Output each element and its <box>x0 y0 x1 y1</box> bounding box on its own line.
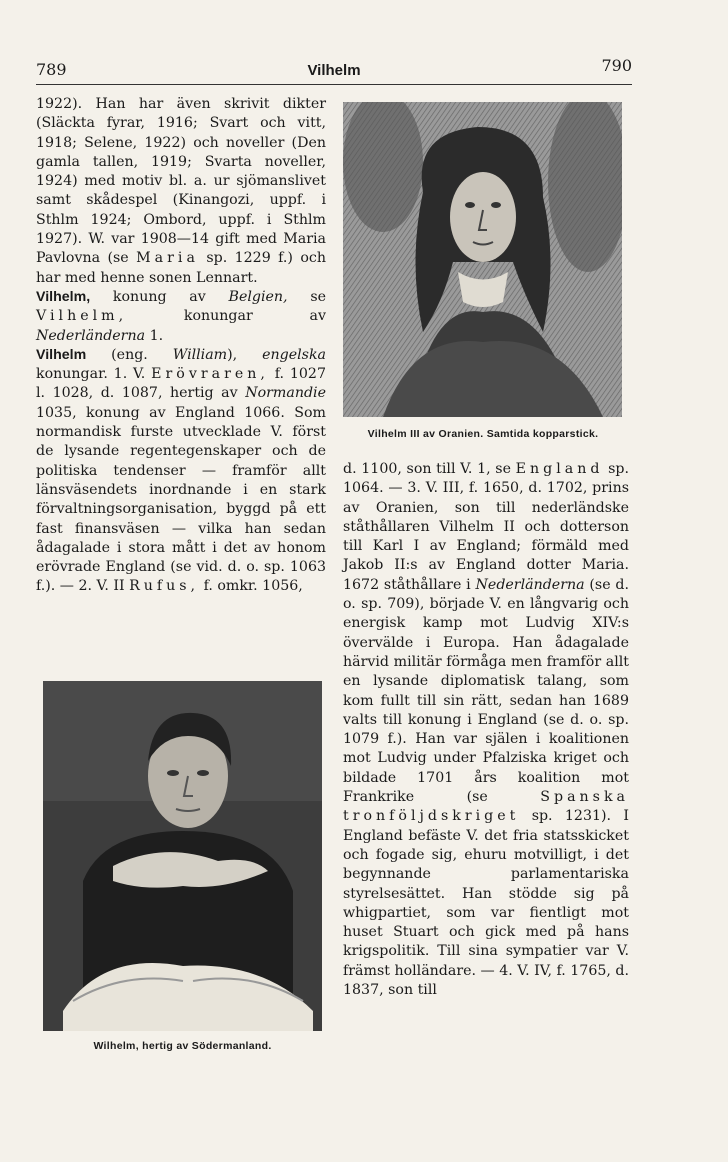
entry-vilhelm-belgien: Vilhelm, konung av Belgien, se Vilhelm, konungar av Nederländerna 1. <box>36 288 326 344</box>
portrait-vilhelm-iii-image <box>343 102 622 417</box>
photograph-illustration <box>43 681 322 1031</box>
portrait-wilhelm-sodermanland-image <box>43 681 322 1031</box>
left-column <box>36 95 326 597</box>
entry-vilhelm-england: Vilhelm (eng. William), engelska konungar. 1. V. Erövraren, f. 1027 l. 1028, d. 1087, hertig av Normandie 1035, konung av England 1066. Som normandisk furste utvecklade V. först de lysande regentegenskaper och de politiska tendenser — framför allt länsväsendets inordnande i en stark förvaltningsorganisation, byggd på ett fast finansväsen — vilka han sedan ådagalade i stora mått i det av honom erövrade England (se vid. d. o. sp. 1063 f.). — 2. V. II Rufus, f. omkr. 1056, <box>36 346 326 595</box>
entry-headword: Vilhelm <box>36 346 87 363</box>
running-title: Vilhelm <box>307 62 361 79</box>
figure-caption: Wilhelm, hertig av Södermanland. <box>93 1040 272 1052</box>
page-number-right: 790 <box>601 56 632 75</box>
entry-continuation: d. 1100, son till V. 1, se England sp. 1064. — 3. V. III, f. 1650, d. 1702, prins av Oranien, son till nederländske ståthållaren Vilhelm II och dotterson till Karl I av England; förmäld med Jakob II:s av England dotter Maria. 1672 ståthållare i Nederländerna (se d. o. sp. 709), började V. en långvarig och energisk kamp mot Ludvig XIV:s övervälde i Europa. Han ådagalade härvid militär förmåga men framför allt en lysande diplomatisk talang, som kom fullt till sin rätt, sedan han 1689 valts till konung i England (se d. o. sp. 1079 f.). Han var själen i koalitionen mot Ludvig under Pfalziska kriget och bildade 1701 års koalition mot Frankrike (se Spanska tronföljdskriget sp. 1231). I England befäste V. det fria statsskicket och fogade sig, ehuru motvilligt, i det begynnande parlamentariska styrelsesättet. Han stödde sig på whigpartiet, som var fientligt mot huset Stuart och gick med på hans krigspolitik. Till sina sympatier var V. främst holländare. — 4. V. IV, f. 1765, d. 1837, son till <box>343 461 629 999</box>
entry-headword: Vilhelm, <box>36 288 91 305</box>
figure-caption: Vilhelm III av Oranien. Samtida kopparstick. <box>367 428 599 440</box>
page-number-left: 789 <box>36 60 67 79</box>
right-column <box>343 460 629 1000</box>
paragraph-continuation: 1922). Han har även skrivit dikter (Släckta fyrar, 1916; Svart och vitt, 1918; Selene, 1922) och noveller (Den gamla tallen, 1919; Svarta noveller, 1924) med motiv bl. a. ur sjömanslivet samt skådespel (Kinangozi, uppf. i Sthlm 1924; Ombord, uppf. i Sthlm 1927). W. var 1908—14 gift med Maria Pavlovna (se Maria sp. 1229 f.) och har med henne sonen Lennart. <box>36 96 326 286</box>
page-header <box>36 56 632 85</box>
engraving-illustration <box>343 102 622 417</box>
